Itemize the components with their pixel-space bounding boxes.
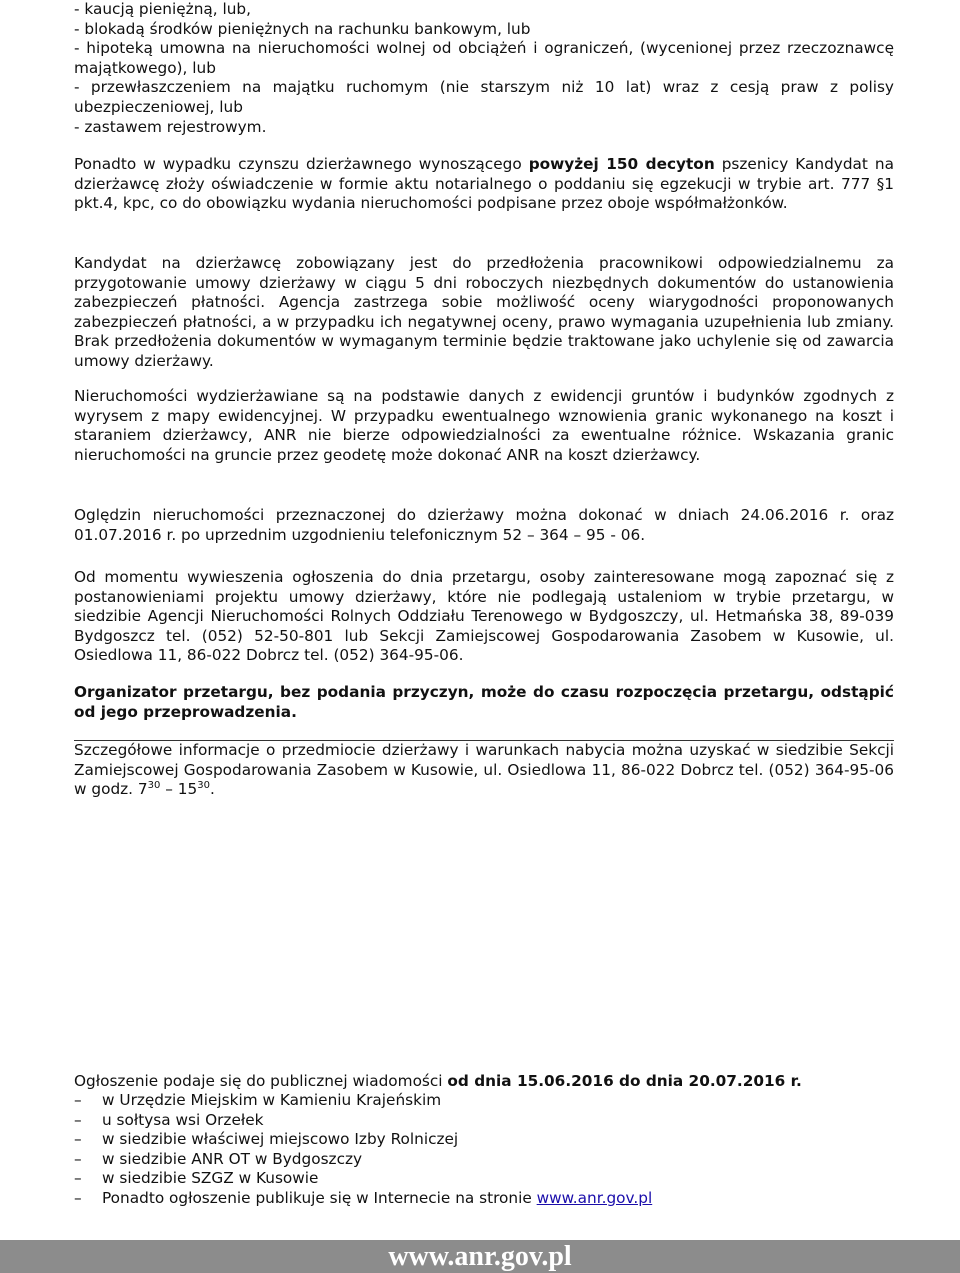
- dash-bullet: –: [74, 1130, 82, 1149]
- anr-website-link[interactable]: www.anr.gov.pl: [536, 1188, 653, 1207]
- superscript-text: 30: [147, 780, 161, 792]
- paragraph-text: – 15: [160, 780, 198, 799]
- paragraph-kandydat: Kandydat na dzierżawcę zobowiązany jest do przedłożenia pracownikowi odpowiedzialnemu za przygotowanie umowy dzierżawy w ciągu 5 dni roboczych niezbędnych dokumentów do ustanowienia zabezpieczeń płatności. Agencja zastrzega sobie możliwość oceny wiarygodności proponowanych zabezpieczeń płatności, a w przypadku ich negatywnej oceny, prawo wymagania uzupełnienia lub zmiany. Brak przedłożenia dokumentów w wymaganym terminie będzie traktowane jako uchylenie się od zawarcia umowy dzierżawy.: [74, 254, 894, 370]
- publication-places-list: [74, 1091, 894, 1209]
- list-item: - blokadą środków pieniężnych na rachunku bankowym, lub: [74, 19, 531, 38]
- dash-bullet: –: [74, 1091, 82, 1109]
- dash-bullet: –: [74, 1149, 82, 1168]
- paragraph-text: Ogłoszenie podaje się do publicznej wiadomości: [74, 1072, 448, 1090]
- paragraph-bold-text: powyżej 150 decyton: [528, 155, 715, 173]
- paragraph-text: .: [209, 780, 215, 799]
- list-item: [74, 1169, 894, 1189]
- list-item-text: w siedzibie SZGZ w Kusowie: [102, 1169, 319, 1188]
- paragraph-ogledziny: Oględzin nieruchomości przeznaczonej do dzierżawy można dokonać w dniach 24.06.2016 r. oraz 01.07.2016 r. po uprzednim uzgodnieniu telefonicznym 52 – 364 – 95 - 06.: [74, 506, 894, 544]
- security-options-list: [74, 0, 894, 137]
- list-item-text: u sołtysa wsi Orzełek: [102, 1110, 264, 1129]
- list-item: [74, 1150, 894, 1170]
- list-item: [74, 1189, 894, 1209]
- list-item: - kaucją pieniężną, lub,: [74, 0, 252, 18]
- paragraph-nieruchomosci: Nieruchomości wydzierżawiane są na podstawie danych z ewidencji gruntów i budynków zgodnych z wyrysem z mapy ewidencyjnej. W przypadku ewentualnego wznowienia granic wykonanego na koszt i staraniem dzierżawcy, ANR nie bierze odpowiedzialności za ewentualne różnice. Wskazania granic nieruchomości na gruncie przez geodetę może dokonać ANR na koszt dzierżawcy.: [74, 387, 894, 464]
- paragraph-szczegolowe: [74, 740, 894, 800]
- dash-bullet: –: [74, 1188, 82, 1207]
- list-item-text: w siedzibie właściwej miejscowo Izby Rolniczej: [102, 1130, 459, 1149]
- list-item: [74, 1130, 894, 1150]
- dash-bullet: –: [74, 1110, 82, 1129]
- paragraph-od-momentu: Od momentu wywieszenia ogłoszenia do dnia przetargu, osoby zainteresowane mogą zapoznać się z postanowieniami projektu umowy dzierżawy, które nie podlegają ustaleniom w trybie przetargu, w siedzibie Agencji Nieruchomości Rolnych Oddziału Terenowego w Bydgoszczy, ul. Hetmańska 38, 89-039 Bydgoszcz tel. (052) 52-50-801 lub Sekcji Zamiejscowej Gospodarowania Zasobem w Kusowie, ul. Osiedlowa 11, 86-022 Dobrcz tel. (052) 364-95-06.: [74, 568, 894, 665]
- paragraph-text: pszenicy Kandydat na dzierżawcę złoży oświadczenie w formie aktu notarialnego o poddaniu się egzekucji w trybie art. 777 §1 pkt.4, kpc, co do obowiązku wydania nieruchomości podpisane przez oboje współmałżonków.: [74, 155, 894, 213]
- list-item-text: w siedzibie ANR OT w Bydgoszczy: [102, 1149, 363, 1168]
- footer-watermark: www.anr.gov.pl: [388, 1241, 572, 1272]
- list-item: [74, 1111, 894, 1131]
- list-item: - hipoteką umowna na nieruchomości wolnej od obciążeń i ograniczeń, (wycenionej przez rzeczoznawcę majątkowego), lub: [74, 39, 894, 77]
- paragraph-ponadto: [74, 155, 894, 214]
- paragraph-text: Ponadto w wypadku czynszu dzierżawnego wynoszącego: [74, 155, 529, 173]
- list-item: [74, 1091, 894, 1111]
- paragraph-ogloszenie: [74, 1072, 894, 1092]
- dash-bullet: –: [74, 1169, 82, 1188]
- paragraph-text: Szczegółowe informacje o przedmiocie dzierżawy i warunkach nabycia można uzyskać w siedzibie Sekcji Zamiejscowej Gospodarowania Zasobem w Kusowie, ul. Osiedlowa 11, 86-022 Dobrcz tel. (052) 364-95-06 w godz. 7: [74, 741, 894, 799]
- list-item: - zastawem rejestrowym.: [74, 117, 267, 136]
- list-item: - przewłaszczeniem na majątku ruchomym (nie starszym niż 10 lat) wraz z cesją praw z polisy ubezpieczeniowej, lub: [74, 78, 894, 116]
- paragraph-organizator: Organizator przetargu, bez podania przyczyn, może do czasu rozpoczęcia przetargu, odstąpić od jego przeprowadzenia.: [74, 683, 894, 721]
- list-item-text: w Urzędzie Miejskim w Kamieniu Krajeńskim: [102, 1091, 442, 1109]
- superscript-text: 30: [197, 780, 210, 792]
- paragraph-bold-text: od dnia 15.06.2016 do dnia 20.07.2016 r.: [447, 1072, 802, 1090]
- list-item-text: Ponadto ogłoszenie publikuje się w Internecie na stronie: [102, 1188, 537, 1207]
